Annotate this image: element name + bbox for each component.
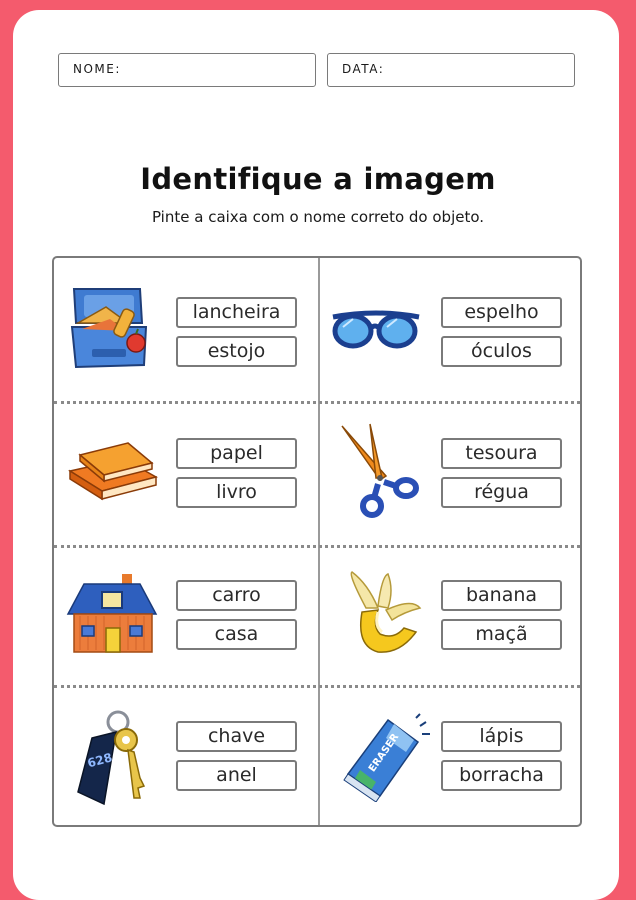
sunglasses-icon (331, 305, 421, 355)
name-field[interactable] (58, 53, 316, 87)
row-divider (54, 401, 580, 404)
option-borracha[interactable]: borracha (441, 760, 562, 791)
option-papel[interactable]: papel (176, 438, 297, 469)
option-tesoura[interactable]: tesoura (441, 438, 562, 469)
option-espelho[interactable]: espelho (441, 297, 562, 328)
books-icon (66, 437, 158, 503)
lunchbox-icon (66, 283, 156, 373)
option-maca[interactable]: maçã (441, 619, 562, 650)
page-title: Identifique a imagem (140, 162, 496, 196)
name-label: NOME: (73, 62, 121, 76)
eraser-icon (336, 712, 432, 802)
svg-text:ERASER: ERASER (366, 731, 402, 775)
option-estojo[interactable]: estojo (176, 336, 297, 367)
option-lancheira[interactable]: lancheira (176, 297, 297, 328)
keys-icon (74, 708, 154, 808)
banana-icon (338, 568, 422, 660)
scissors-icon (336, 420, 426, 520)
option-lapis[interactable]: lápis (441, 721, 562, 752)
row-divider (54, 545, 580, 548)
option-casa[interactable]: casa (176, 619, 297, 650)
option-chave[interactable]: chave (176, 721, 297, 752)
svg-text:628: 628 (85, 750, 114, 771)
option-carro[interactable]: carro (176, 580, 297, 611)
option-banana[interactable]: banana (441, 580, 562, 611)
option-oculos[interactable]: óculos (441, 336, 562, 367)
date-label: DATA: (342, 62, 385, 76)
option-livro[interactable]: livro (176, 477, 297, 508)
row-divider (54, 685, 580, 688)
date-field[interactable] (327, 53, 575, 87)
column-divider (318, 258, 320, 825)
house-icon (66, 572, 160, 656)
option-regua[interactable]: régua (441, 477, 562, 508)
instructions: Pinte a caixa com o nome correto do objeto. (151, 208, 485, 226)
option-anel[interactable]: anel (176, 760, 297, 791)
